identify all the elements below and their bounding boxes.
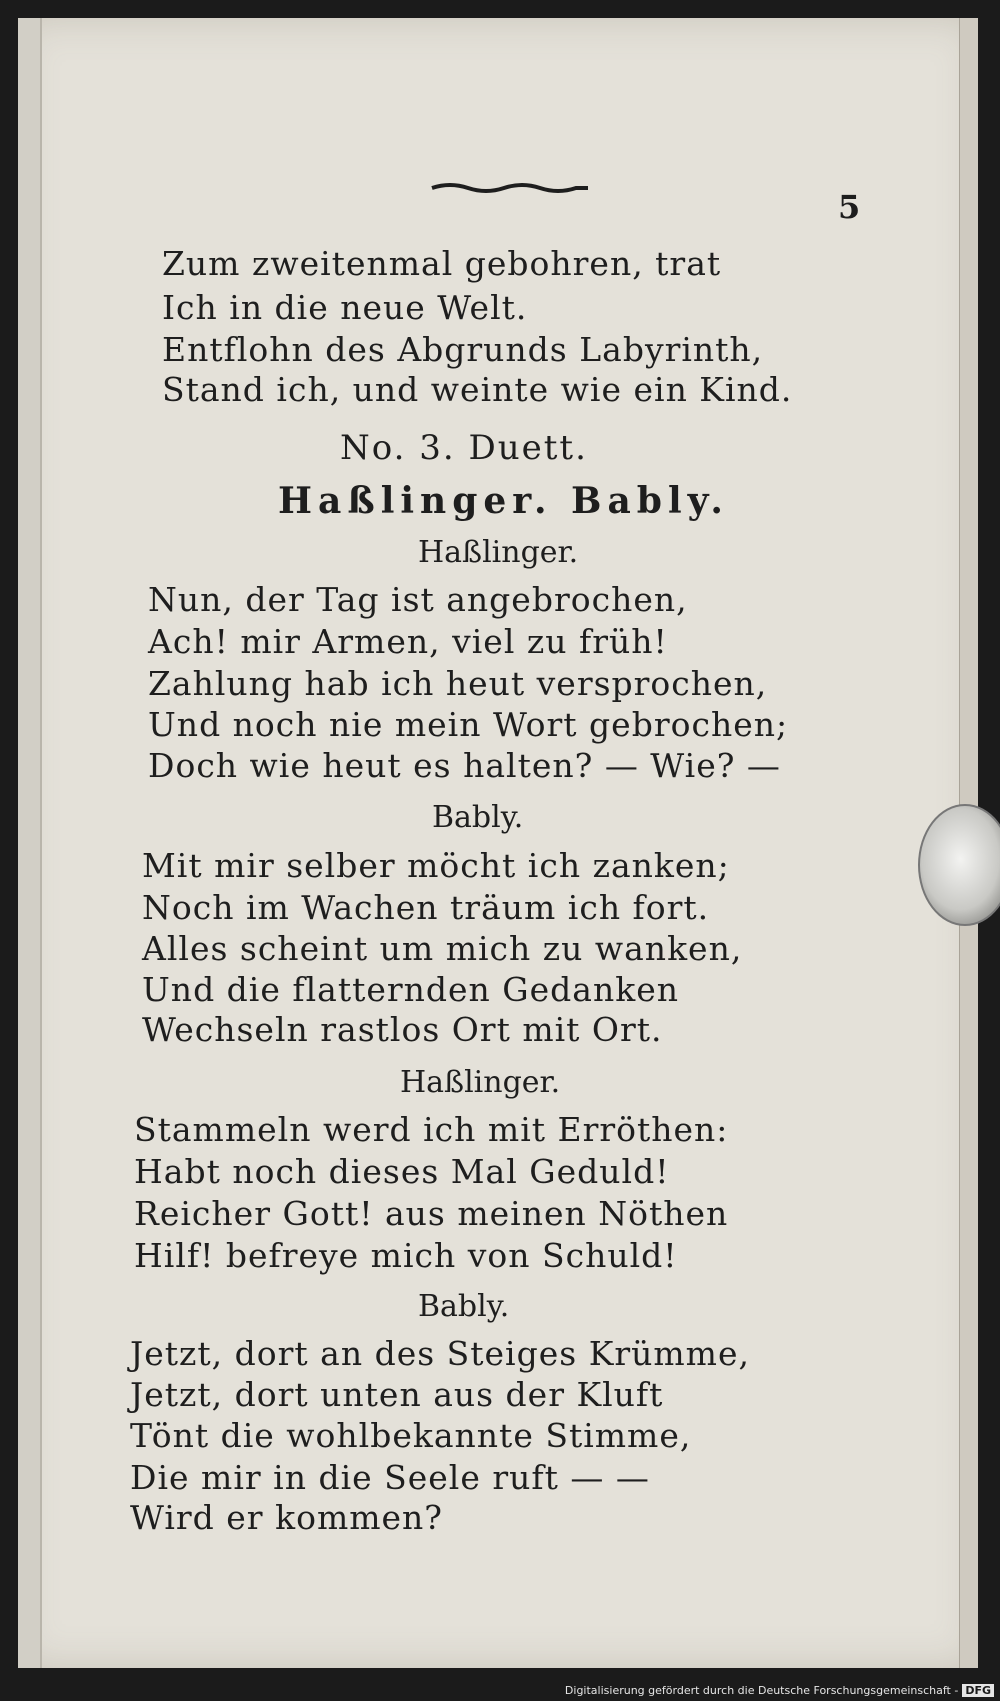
verse-line: Wechseln rastlos Ort mit Ort. bbox=[142, 1010, 663, 1049]
verse-line: Jetzt, dort an des Steiges Krümme, bbox=[130, 1334, 750, 1373]
credit-text: Digitalisierung gefördert durch die Deutsche Forschungsgemeinschaft - bbox=[564, 1684, 959, 1697]
verse-line: Jetzt, dort unten aus der Kluft bbox=[130, 1375, 664, 1414]
speaker-name: Haßlinger. bbox=[418, 535, 579, 570]
verse-line: Und noch nie mein Wort gebrochen; bbox=[148, 705, 789, 744]
verse-line: Reicher Gott! aus meinen Nöthen bbox=[134, 1194, 729, 1233]
verse-line: Die mir in die Seele ruft — — bbox=[130, 1458, 650, 1497]
speaker-name: Bably. bbox=[432, 800, 524, 835]
scanner-glare bbox=[918, 804, 1000, 926]
page-gutter bbox=[18, 18, 42, 1668]
verse-line: Wird er kommen? bbox=[130, 1498, 443, 1537]
speaker-name: Haßlinger. bbox=[400, 1065, 561, 1100]
verse-line: Habt noch dieses Mal Geduld! bbox=[134, 1152, 670, 1191]
verse-line: Ach! mir Armen, viel zu früh! bbox=[148, 622, 668, 661]
verse-line: Stammeln werd ich mit Erröthen: bbox=[134, 1110, 729, 1149]
verse-line: Tönt die wohlbekannte Stimme, bbox=[130, 1416, 692, 1455]
speaker-name: Bably. bbox=[418, 1289, 510, 1324]
verse-line: Doch wie heut es halten? — Wie? — bbox=[148, 746, 781, 785]
section-title: No. 3. Duett. bbox=[340, 428, 588, 468]
ornament-rule bbox=[430, 180, 590, 196]
verse-line: Zum zweitenmal gebohren, trat bbox=[162, 244, 722, 283]
verse-line: Mit mir selber möcht ich zanken; bbox=[142, 846, 730, 885]
verse-line: Zahlung hab ich heut versprochen, bbox=[148, 664, 768, 703]
characters-heading: Haßlinger. Bably. bbox=[278, 480, 729, 522]
verse-line: Noch im Wachen träum ich fort. bbox=[142, 888, 710, 927]
verse-line: Und die flatternden Gedanken bbox=[142, 970, 680, 1009]
verse-line: Nun, der Tag ist angebrochen, bbox=[148, 580, 688, 619]
digitization-credit bbox=[565, 1684, 994, 1697]
page-number: 5 bbox=[838, 188, 861, 226]
verse-line: Entflohn des Abgrunds Labyrinth, bbox=[162, 330, 764, 369]
verse-line: Alles scheint um mich zu wanken, bbox=[142, 929, 743, 968]
verse-line: Ich in die neue Welt. bbox=[162, 288, 528, 327]
verse-line: Hilf! befreye mich von Schuld! bbox=[134, 1236, 678, 1275]
dfg-logo: DFG bbox=[962, 1684, 994, 1697]
verse-line: Stand ich, und weinte wie ein Kind. bbox=[162, 370, 793, 409]
